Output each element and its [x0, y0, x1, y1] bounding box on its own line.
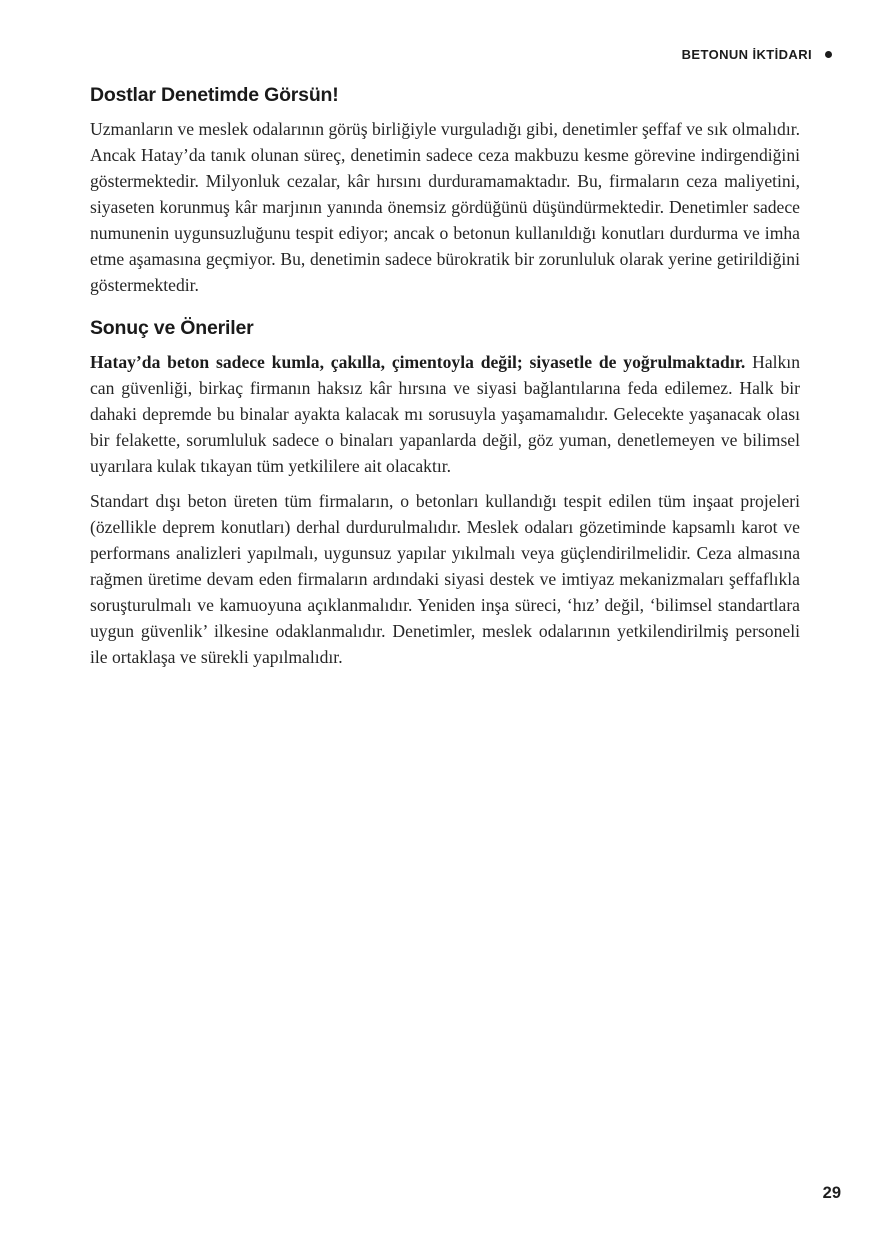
bullet-icon — [825, 51, 832, 58]
section-heading: Sonuç ve Öneriler — [90, 317, 254, 339]
section-sonuc-ve-oneriler — [90, 317, 800, 670]
running-header-title: BETONUN İKTİDARI — [681, 47, 812, 62]
section-denetim — [90, 84, 800, 298]
body-paragraph: Uzmanların ve meslek odalarının görüş birliğiyle vurguladığı gibi, denetimler şeffaf ve sık olmalıdır. Ancak Hatay’da tanık olunan süreç, denetimin sadece ceza makbuzu kesme görevine indirgendiğini göstermektedir. Milyonluk cezalar, kâr hırsını durduramamaktadır. Bu, firmaların ceza maliyetini, siyaseten korunmuş kâr marjının yanında önemsiz gördüğünü düşündürmektedir. Denetimler sadece numunenin uygunsuzluğunu tespit ediyor; ancak o betonun kullanıldığı konutları durdurma ve imha etme aşamasına geçmiyor. Bu, denetimin sadece bürokratik bir zorunluluk olarak yerine getirildiğini göstermektedir. — [90, 119, 800, 295]
page-number: 29 — [822, 1184, 841, 1202]
body-paragraph — [90, 349, 800, 479]
body-paragraph: Standart dışı beton üreten tüm firmaların, o betonları kullandığı tespit edilen tüm inşaat projeleri (özellikle deprem konutları) derhal durdurulmalıdır. Meslek odaları gözetiminde kapsamlı karot ve performans analizleri yapılmalı, uygunsuz yapılar yıkılmalı veya güçlendirilmelidir. Ceza almasına rağmen üretime devam eden firmaların ardındaki siyasi destek ve imtiyaz mekanizmaları şeffaflıkla soruşturulmalı ve kamuoyuna açıklanmalıdır. Yeniden inşa süreci, ‘hız’ değil, ‘bilimsel standartlara uygun güvenlik’ ilkesine odaklanmalıdır. Denetimler, meslek odalarının yetkilendirilmiş personeli ile ortaklaşa ve sürekli yapılmalıdır. — [90, 491, 800, 667]
page-content — [90, 84, 800, 670]
running-header — [682, 47, 832, 62]
paragraph-lead-rest: Halkın can güvenliği, birkaç firmanın haksız kâr hırsına ve siyasi bağlantılarına feda edilemez. Halk bir dahaki depremde bu binalar ayakta kalacak mı sorusuyla yaşamamalıdır. Gelecekte yaşanacak olası bir felakette, sorumluluk sadece o binaları yapanlarda değil, göz yuman, denetlemeyen ve bilimsel uyarılara kulak tıkayan tüm yetkililere ait olacaktır. — [90, 352, 800, 476]
section-heading: Dostlar Denetimde Görsün! — [90, 84, 339, 106]
paragraph-lead-bold: Hatay’da beton sadece kumla, çakılla, çimentoyla değil; siyasetle de yoğrulmaktadır. — [90, 352, 753, 372]
